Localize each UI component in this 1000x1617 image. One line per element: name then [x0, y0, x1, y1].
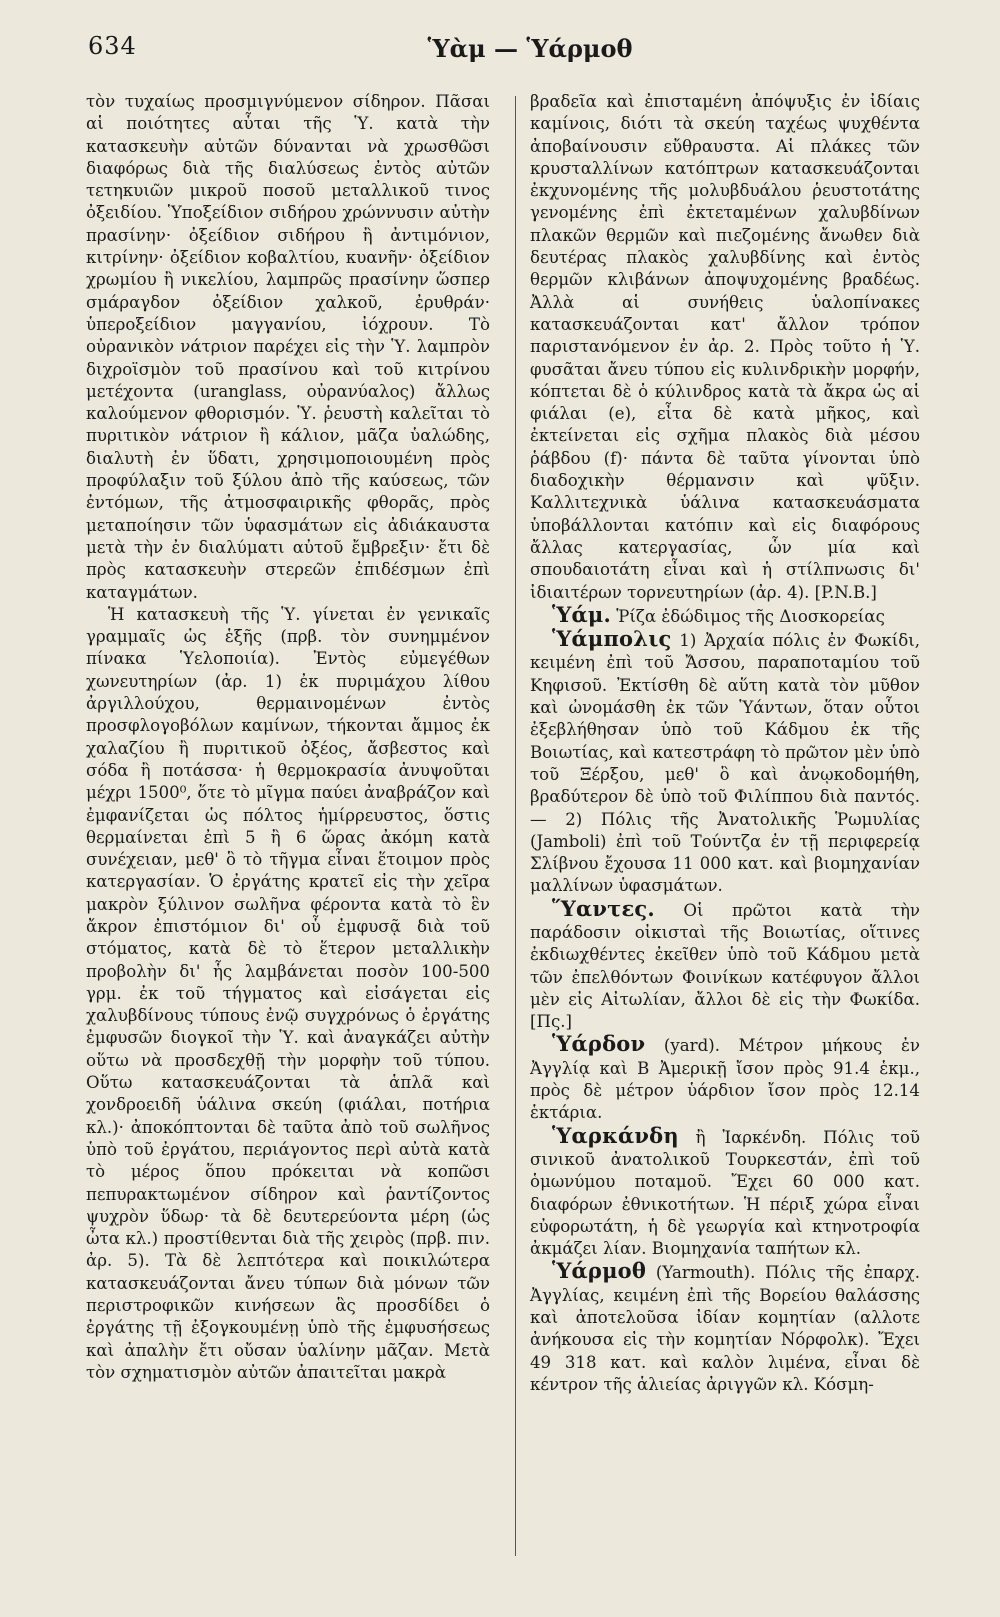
running-title: Ὑὰμ — Ὑάρμοθ — [427, 34, 633, 63]
column-divider — [515, 96, 516, 1556]
entry-text: Ῥίζα ἐδώδιμος τῆς Διοσκορείας — [611, 606, 885, 626]
entry-yarmouth — [530, 1260, 920, 1396]
entry-yam — [530, 601, 920, 628]
entry-text: 1) Ἀρχαία πόλις ἐν Φωκίδι, κειμένη ἐπὶ τοῦ Ἄσσου, παραποταμίου τοῦ Κηφισοῦ. Ἐκτίσθη δὲ αὕτη κατὰ τὸν μῦθον καὶ ὠνομάσθη ἐκ τῶν Ὑάντων, ὅταν οὗτοι ἐξεβλήθησαν ὑπὸ τοῦ Κάδμου ἐκ τῆς Βοιωτίας, καὶ κατεστράφη τὸ πρῶτον μὲν ὑπὸ τοῦ Ξέρξου, μεθ' ὃ καὶ ἀνῳκοδομήθη, βραδύτερον δὲ ὑπὸ τοῦ Φιλίππου διὰ παντός. — 2) Πόλις τῆς Ἀνατολικῆς Ῥωμυλίας (Jamboli) ἐπὶ τοῦ Τούντζα ἐν τῇ περιφερείᾳ Σλίβνου ἔχουσα 11 000 κατ. καὶ βιομηχανίαν μαλλίνων ὑφασμάτων. — [530, 631, 920, 896]
left-column — [86, 91, 490, 1384]
entry-hyantes — [530, 895, 920, 1034]
headword: Ὕαντες. — [552, 895, 655, 921]
entry-text: ἢ Ἰαρκένδη. Πόλις τοῦ σινικοῦ ἀνατολικοῦ Τουρκεστάν, ἐπὶ τοῦ ὁμωνύμου ποταμοῦ. Ἔχει 60 000 κατ. διαφόρων ἐθνικοτήτων. Ἡ πέριξ χώρα εἶναι εὐφορωτάτη, ἡ δὲ γεωργία καὶ κτηνοτροφία ἀκμάζει λίαν. Βιομηχανία ταπήτων κλ. — [530, 1127, 920, 1259]
entry-yard — [530, 1033, 920, 1124]
entry-text: (yard). Μέτρον μήκους ἐν Ἀγγλίᾳ καὶ Β Ἀμερικῇ ἴσον πρὸς 91.4 ἑκμ., πρὸς δὲ μέτρον ὑάρδιον ἴσον πρὸς 12.14 ἑκτάρια. — [530, 1036, 920, 1123]
entry-text: (Yarmouth). Πόλις τῆς ἐπαρχ. Ἀγγλίας, κειμένη ἐπὶ τῆς Βορείου θαλάσσης καὶ ἀποτελοῦσα ἰδίαν κομητίαν (αλλοτε ἀνήκουσα εἰς τὴν κομητίαν Νόρφολκ). Ἔχει 49 318 κατ. καὶ καλὸν λιμένα, εἶναι δὲ κέντρον τῆς ἁλιείας ἀριγγῶν κλ. Κόσμη- — [530, 1263, 920, 1394]
entry-hyampolis — [530, 628, 920, 898]
headword: Ὑάμ. — [552, 601, 612, 627]
paragraph-glass-colouring: τὸν τυχαίως προσμιγνύμενον σίδηρον. Πᾶσαι αἱ ποιότητες αὗται τῆς Ὑ. κατὰ τὴν κατασκευὴν αὐτῶν δύνανται νὰ χρωσθῶσι διαφόρως διὰ τῆς διαλύσεως ἐντὸς αὐτῶν τετηκυιῶν μικροῦ ποσοῦ μεταλλικοῦ τινος ὀξειδίου. Ὑποξείδιον σιδήρου χρώννυσιν αὐτὴν πρασίνην· ὀξείδιον σιδήρου ἢ ἀντιμόνιον, κιτρίνην· ὀξείδιον κοβαλτίου, κυανῆν· ὀξείδιον χρωμίου ἢ νικελίου, λαμπρῶς πρασίνην ὥσπερ σμάραγδον ὀξείδιον χαλκοῦ, ἐρυθράν· ὑπεροξείδιον μαγγανίου, ἰόχρουν. Τὸ οὐρανικὸν νάτριον παρέχει εἰς τὴν Ὑ. λαμπρὸν διχροϊσμὸν τοῦ πρασίνου καὶ τοῦ κιτρίνου μετέχοντα (uranglass, οὐρανύαλος) ἄλλως καλούμενον φθορισμόν. Ὑ. ῥευστὴ καλεῖται τὸ πυριτικὸν νάτριον ἢ κάλιον, μᾶζα ὑαλώδης, διαλυτὴ ἐν ὕδατι, χρησιμοποιουμένη πρὸς προφύλαξιν τοῦ ξύλου ἀπὸ τῆς καύσεως, τῶν ἐντόμων, τῆς ἀτμοσφαιρικῆς φθορᾶς, πρὸς μεταποίησιν τῶν ὑφασμάτων εἰς ἀδιάκαυστα μετὰ τὴν ἐν διαλύματι αὐτοῦ ἔμβρεξιν· ἔτι δὲ πρὸς κατασκευὴν στερεῶν ἐπιδέσμων ἐπὶ καταγμάτων. — [86, 92, 490, 602]
paragraph-glass-manufacture: Ἡ κατασκευὴ τῆς Ὑ. γίνεται ἐν γενικαῖς γραμμαῖς ὡς ἑξῆς (πρβ. τὸν συνημμένον πίνακα Ὑελοποιία). Ἐντὸς εὐμεγέθων χωνευτηρίων (ἀρ. 1) ἐκ πυριμάχου λίθου ἀργιλλούχου, θερμαινομένων ἐντὸς προσφλογοβόλων καμίνων, τήκονται ἄμμος ἐκ χαλαζίου ἢ πυριτικοῦ ὀξέος, ἄσβεστος καὶ σόδα ἢ ποτάσσα· ἡ θερμοκρασία ἀνυψοῦται μέχρι 1500⁰, ὅτε τὸ μῖγμα παύει ἀναβράζον καὶ ἐμφανίζεται ὡς πόλτος ἡμίρρευστος, ὅστις θερμαίνεται ἐπὶ 5 ἢ 6 ὥρας ἀκόμη κατὰ συνέχειαν, μεθ' ὃ τὸ τῆγμα εἶναι ἕτοιμον πρὸς κατεργασίαν. Ὁ ἐργάτης κρατεῖ εἰς τὴν χεῖρα μακρὸν ξύλινον σωλῆνα φέροντα κατὰ τὸ ἓν ἄκρον ἐπιστόμιον δι' οὗ ἐμφυσᾷ διὰ τοῦ στόματος, κατὰ δὲ τὸ ἕτερον μεταλλικὴν προβολὴν δι' ἧς λαμβάνεται ποσὸν 100-500 γρμ. ἐκ τοῦ τήγματος καὶ εἰσάγεται εἰς χαλυβδίνους τύπους ἐνῷ συγχρόνως ὁ ἐργάτης ἐμφυσῶν διογκοῖ τὴν Ὑ. καὶ ἀναγκάζει αὐτὴν οὕτω νὰ προσδεχθῇ τὴν μορφὴν τοῦ τύπου. Οὕτω κατασκευάζονται τὰ ἁπλᾶ καὶ χονδροειδῆ ὑάλινα σκεύη (φιάλαι, ποτήρια κλ.)· ἀποκόπτονται δὲ ταῦτα ἀπὸ τοῦ σωλῆνος ὑπὸ τοῦ ἐργάτου, περιάγοντος περὶ αὐτὰ κατὰ τὸ μέρος ὅπου πρόκειται νὰ κοπῶσι πεπυρακτωμένον σίδηρον καὶ ῥαντίζοντος ψυχρὸν ὕδωρ· τὰ δὲ δευτερεύοντα μέρη (ὡς ὦτα κλ.) προστίθενται διὰ τῆς χειρὸς (πρβ. πιν. ἀρ. 5). Τὰ δὲ λεπτότερα καὶ ποικιλώτερα κατασκευάζονται ἄνευ τύπων διὰ μόνων τῶν περιστροφικῶν κινήσεων ἃς προσδίδει ὁ ἐργάτης τῇ ἐξογκουμένῃ ὑπὸ τῆς ἐμφυσήσεως καὶ ἀπαλὴν ἔτι οὔσαν ὑαλίνην μᾶζαν. Μετὰ τὸν σχηματισμὸν αὐτῶν ἀπαιτεῖται μακρὰ — [86, 604, 490, 1382]
headword: Ὑάμπολις — [552, 626, 672, 652]
headword: Ὑαρκάνδη — [552, 1122, 679, 1148]
page-number: 634 — [88, 32, 137, 60]
paragraph-continuation: βραδεῖα καὶ ἐπισταμένη ἀπόψυξις ἐν ἰδίαις καμίνοις, διότι τὰ σκεύη ταχέως ψυχθέντα ἀποβαίνουσιν εὔθραυστα. Αἱ πλάκες τῶν κρυσταλλίνων κατόπτρων κατασκευάζονται ἐκχυνομένης τῆς μολυβδυάλου ῥευστοτάτης γενομένης ἐπὶ ἐκτεταμένων χαλυβδίνων πλακῶν θερμῶν καὶ πιεζομένης ἄνωθεν διὰ δευτέρας πλακὸς χαλυβδίνης καὶ ἐντὸς θερμῶν κλιβάνων ἀποψυχομένης βραδέως. Ἀλλὰ αἱ συνήθεις ὑαλοπίνακες κατασκευάζονται κατ' ἄλλον τρόπον παριστανόμενον ἐν ἀρ. 2. Πρὸς τοῦτο ἡ Ὑ. φυσᾶται ἄνευ τύπου εἰς κυλινδρικὴν μορφήν, κόπτεται δὲ ὁ κύλινδρος κατὰ τὰ ἄκρα ὡς αἱ φιάλαι (e), εἶτα δὲ κατὰ μῆκος, καὶ ἐκτείνεται εἰς σχῆμα πλακὸς διὰ μέσου ῥάβδου (f)· πάντα δὲ ταῦτα γίνονται ὑπὸ διαδοχικὴν θέρμανσιν καὶ ψῦξιν. Καλλιτεχνικὰ ὑάλινα κατασκευάσματα ὑποβάλλονται κατόπιν καὶ εἰς διαφόρους ἄλλας κατεργασίας, ὧν μία καὶ σπουδαιοτάτη εἶναι καὶ ἡ στίλπνωσις δι' ἰδιαιτέρων τορνευτηρίων (ἀρ. 4). [P.N.B.] — [530, 92, 920, 602]
headword: Ὑάρμοθ — [552, 1258, 647, 1284]
right-column — [530, 91, 920, 1396]
running-header — [0, 0, 1000, 80]
entry-text: Οἱ πρῶτοι κατὰ τὴν παράδοσιν οἰκισταὶ τῆς Βοιωτίας, οἵτινες ἐκδιωχθέντες ἐκεῖθεν ὑπὸ τοῦ Κάδμου μετὰ τῶν ἐπελθόντων Φοινίκων κατέφυγον ἄλλοι μὲν εἰς Αἰτωλίαν, ἄλλοι δὲ εἰς τὴν Φωκίδα. [Πς.] — [530, 900, 920, 1032]
headword: Ὑάρδον — [552, 1031, 646, 1057]
entry-yarkand — [530, 1122, 920, 1261]
